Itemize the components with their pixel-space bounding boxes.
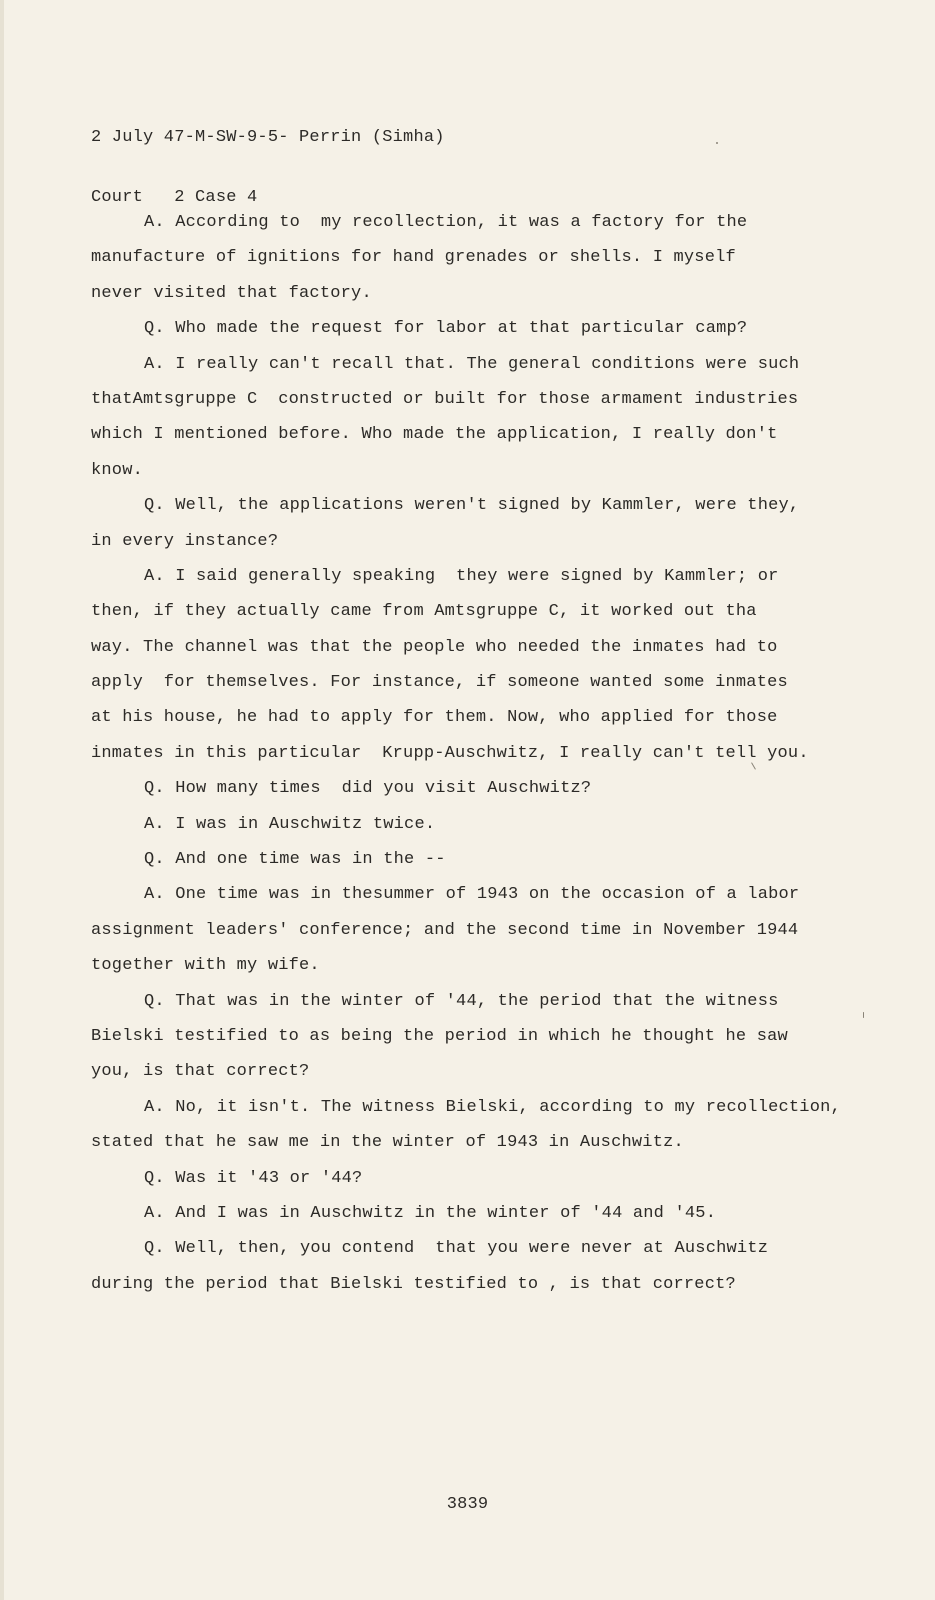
transcript-line: Q. And one time was in the -- (144, 850, 446, 870)
transcript-body (91, 205, 851, 1302)
transcript-line: inmates in this particular Krupp-Auschwitz, I really can't tell you. (91, 743, 809, 763)
transcript-line: A. I was in Auschwitz twice. (144, 814, 436, 834)
transcript-line: assignment leaders' conference; and the second time in November 1944 (91, 920, 799, 940)
transcript-line: you, is that correct? (91, 1062, 310, 1082)
transcript-line: at his house, he had to apply for them. Now, who applied for those (91, 708, 778, 728)
transcript-line: A. One time was in thesummer of 1943 on the occasion of a labor (144, 885, 800, 905)
paper-speck (863, 1012, 864, 1018)
transcript-line: stated that he saw me in the winter of 1943 in Auschwitz. (91, 1133, 684, 1153)
transcript-line: Q. Who made the request for labor at that particular camp? (144, 319, 748, 339)
page-number: 3839 (446, 1495, 489, 1514)
transcript-line: thatAmtsgruppe C constructed or built for those armament industries (91, 389, 799, 409)
header-date-line: 2 July 47-M-SW-9-5- Perrin (Simha) (91, 128, 445, 147)
transcript-line: together with my wife. (91, 956, 320, 976)
transcript-line: Q. Well, the applications weren't signed by Kammler, were they, (144, 496, 800, 516)
transcript-line: then, if they actually came from Amtsgruppe C, it worked out tha (91, 602, 757, 622)
transcript-line: A. I really can't recall that. The general conditions were such (144, 354, 800, 374)
transcript-line: in every instance? (91, 531, 279, 551)
transcript-line: apply for themselves. For instance, if someone wanted some inmates (91, 673, 788, 693)
transcript-line: which I mentioned before. Who made the application, I really don't (91, 425, 778, 445)
transcript-line: A. And I was in Auschwitz in the winter of '44 and '45. (144, 1203, 717, 1223)
transcript-line: during the period that Bielski testified to , is that correct? (91, 1274, 736, 1294)
transcript-line: never visited that factory. (91, 283, 372, 303)
transcript-line: way. The channel was that the people who needed the inmates had to (91, 637, 778, 657)
paper-speck (716, 142, 718, 144)
transcript-line: A. No, it isn't. The witness Bielski, according to my recollection, (144, 1097, 841, 1117)
transcript-line: manufacture of ignitions for hand grenades or shells. I myself (91, 248, 736, 268)
transcript-line: Q. That was in the winter of '44, the period that the witness (144, 991, 779, 1011)
transcript-line: A. I said generally speaking they were signed by Kammler; or (144, 566, 779, 586)
transcript-line: Q. Was it '43 or '44? (144, 1168, 363, 1188)
transcript-line: Q. How many times did you visit Auschwitz? (144, 779, 592, 799)
transcript-line: Q. Well, then, you contend that you were never at Auschwitz (144, 1239, 769, 1259)
page-edge (0, 0, 4, 1600)
header-court-line: Court 2 Case 4 (91, 188, 258, 207)
transcript-line: know. (91, 460, 144, 480)
transcript-line: A. According to my recollection, it was a factory for the (144, 213, 748, 232)
transcript-line: Bielski testified to as being the period in which he thought he saw (91, 1026, 788, 1046)
